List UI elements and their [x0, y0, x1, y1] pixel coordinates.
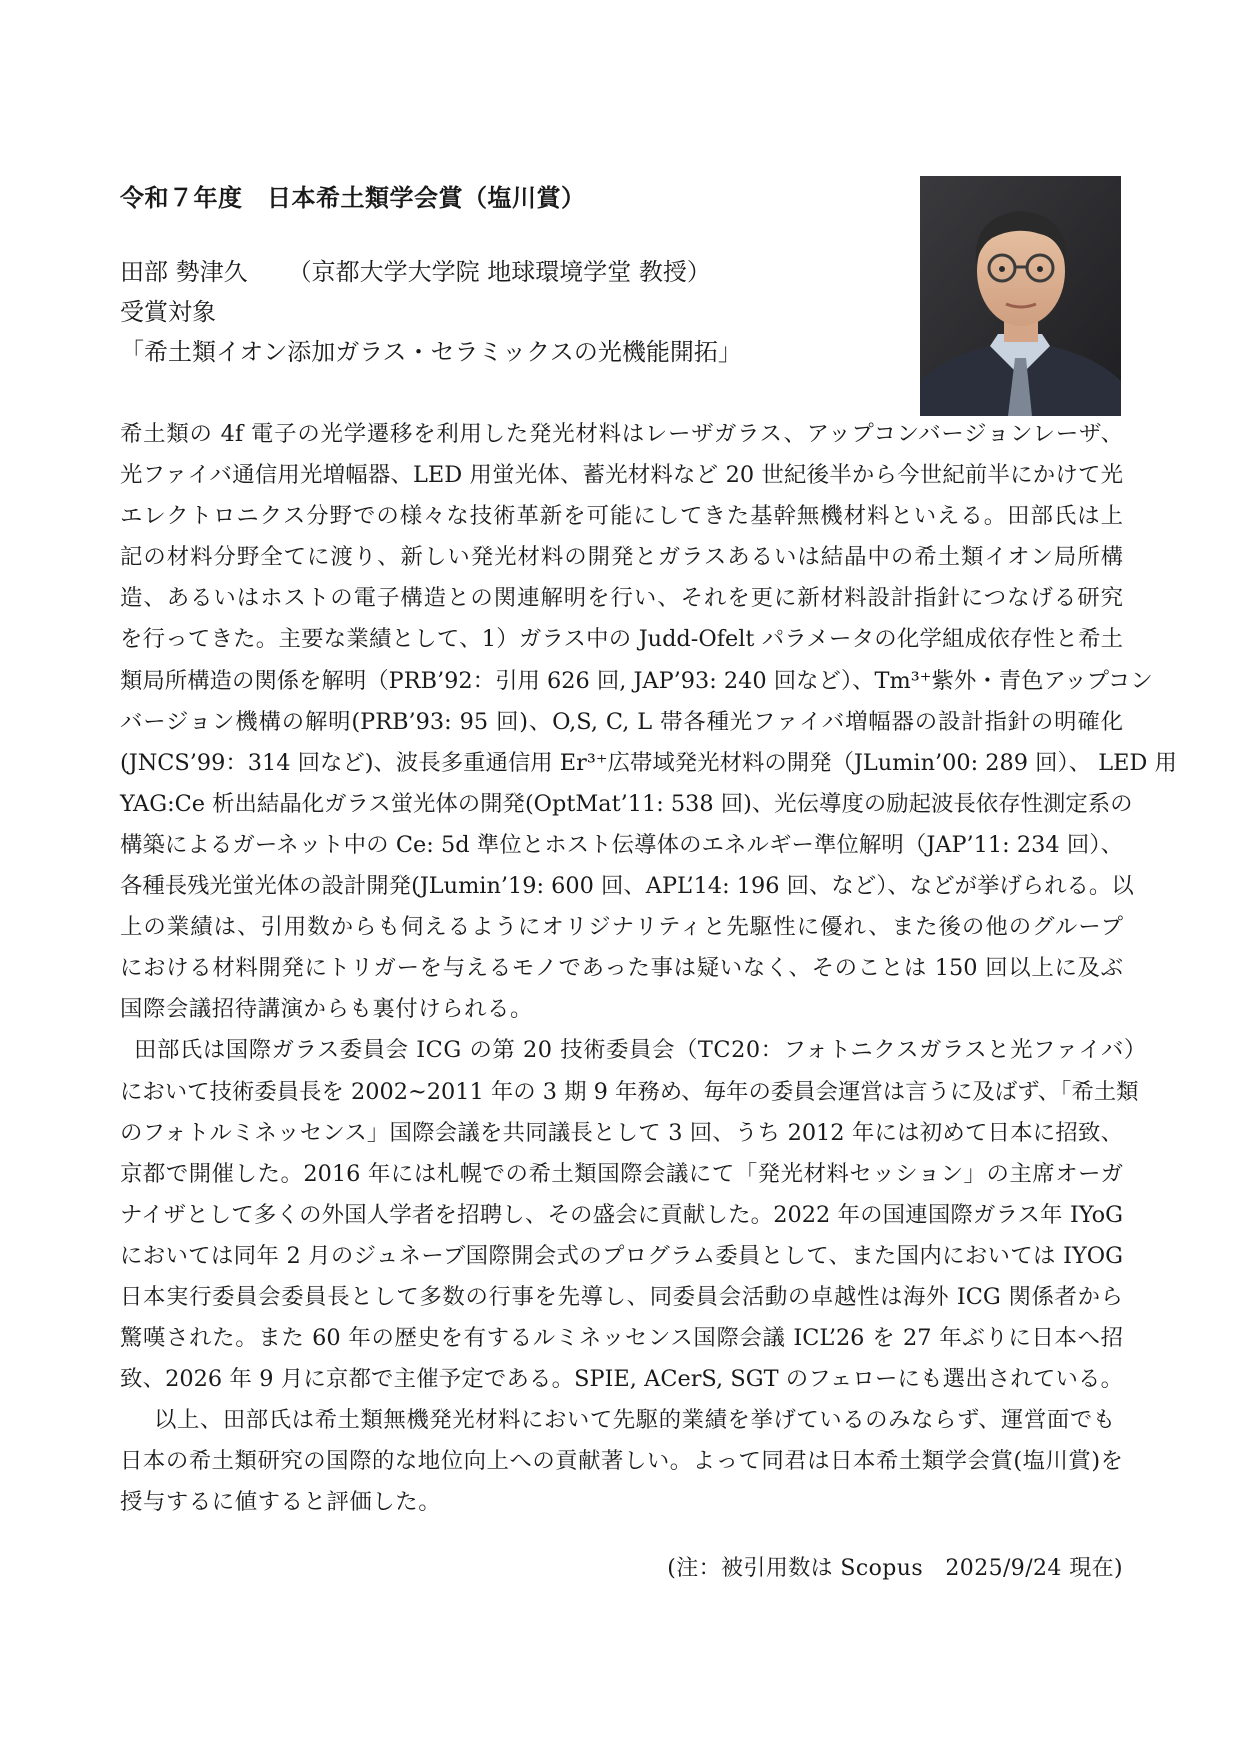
- award-title: 令和７年度 日本希土類学会賞（塩川賞）: [120, 184, 586, 212]
- body-line: 光ファイバ通信用光増幅器、LED 用蛍光体、蓄光材料など 20 世紀後半から今世紀前半にかけて光: [120, 462, 1123, 489]
- body-line: のフォトルミネッセンス」国際会議を共同議長として 3 回、うち 2012 年には初めて日本に招致、: [120, 1119, 1123, 1146]
- body-line: 授与するに値すると評価した。: [120, 1489, 442, 1516]
- body-line: 以上、田部氏は希土類無機発光材料において先駆的業績を挙げているのみならず、運営面でも: [154, 1407, 1116, 1434]
- award-body: [120, 414, 1177, 1524]
- body-line: 驚嘆された。また 60 年の歴史を有するルミネッセンス国際会議 ICL’26 を 27 年ぶりに日本へ招: [120, 1325, 1123, 1352]
- body-line: YAG:Ce 析出結晶化ガラス蛍光体の開発(OptMat’11: 538 回)、光伝導度の励起波長依存性測定系の: [120, 790, 1133, 817]
- body-line: 各種長残光蛍光体の設計開発(JLumin’19: 600 回、APL’14: 196 回、など）、などが挙げられる。以: [120, 873, 1134, 900]
- subject-label: 受賞対象: [120, 298, 216, 326]
- body-line: 希土類の 4f 電子の光学遷移を利用した発光材料はレーザガラス、アップコンバージョンレーザ、: [120, 421, 1123, 447]
- portrait-photo: [920, 176, 1121, 416]
- body-line: 類局所構造の関係を解明（PRB’92：引用 626 回, JAP’93: 240 回など）、Tm³⁺紫外・青色アップコン: [120, 667, 1153, 694]
- body-line: エレクトロニクス分野での様々な技術革新を可能にしてきた基幹無機材料といえる。田部氏は上: [120, 503, 1123, 530]
- body-line: においては同年 2 月のジュネーブ国際開会式のプログラム委員として、また国内においては IYOG: [120, 1242, 1123, 1269]
- body-line: バージョン機構の解明(PRB’93: 95 回)、O,S, C, L 帯各種光ファイバ増幅器の設計指針の明確化: [120, 708, 1123, 735]
- awardee-affiliation: （京都大学大学院 地球環境学堂 教授）: [287, 258, 711, 286]
- body-line: 記の材料分野全てに渡り、新しい発光材料の開発とガラスあるいは結晶中の希土類イオン局所構: [120, 544, 1123, 571]
- body-line: 京都で開催した。2016 年には札幌での希土類国際会議にて「発光材料セッション」の主席オーガ: [120, 1160, 1123, 1187]
- body-line: を行ってきた。主要な業績として、1）ガラス中の Judd-Ofelt パラメータの化学組成依存性と希土: [120, 626, 1123, 653]
- body-line: 造、あるいはホストの電子構造との関連解明を行い、それを更に新材料設計指針につなげる研究: [120, 585, 1123, 612]
- body-line: 致、2026 年 9 月に京都で主催予定である。SPIE, ACerS, SGT のフェローにも選出されている。: [120, 1366, 1123, 1393]
- body-line: 上の業績は、引用数からも伺えるようにオリジナリティと先駆性に優れ、また後の他のグループ: [120, 914, 1123, 941]
- body-line: 田部氏は国際ガラス委員会 ICG の第 20 技術委員会（TC20：フォトニクスガラスと光ファイバ）: [134, 1037, 1147, 1064]
- body-line: (JNCS’99：314 回など)、波長多重通信用 Er³⁺広帯域発光材料の開発（JLumin’00: 289 回）、 LED 用: [120, 749, 1177, 776]
- portrait-image: [920, 176, 1121, 416]
- body-line: 日本の希土類研究の国際的な地位向上への貢献著しい。よって同君は日本希土類学会賞(塩川賞)を: [120, 1448, 1123, 1475]
- award-subject: 「希土類イオン添加ガラス・セラミックスの光機能開拓」: [120, 338, 742, 366]
- citation-note: (注：被引用数は Scopus 2025/9/24 現在): [667, 1556, 1123, 1581]
- awardee-name: 田部 勢津久: [120, 258, 248, 286]
- body-line: ナイザとして多くの外国人学者を招聘し、その盛会に貢献した。2022 年の国連国際ガラス年 IYoG: [120, 1201, 1123, 1228]
- body-line: における材料開発にトリガーを与えるモノであった事は疑いなく、そのことは 150 回以上に及ぶ: [120, 955, 1123, 982]
- body-line: 構築によるガーネット中の Ce: 5d 準位とホスト伝導体のエネルギー準位解明（JAP’11: 234 回）、: [120, 831, 1123, 858]
- body-line: 国際会議招待講演からも裏付けられる。: [120, 996, 533, 1023]
- body-line: 日本実行委員会委員長として多数の行事を先導し、同委員会活動の卓越性は海外 ICG 関係者から: [120, 1283, 1123, 1310]
- awardee-header: [120, 252, 900, 372]
- awardee-name-line: [120, 252, 900, 292]
- body-line: において技術委員長を 2002~2011 年の 3 期 9 年務め、毎年の委員会運営は言うに及ばず、「希土類: [120, 1078, 1139, 1105]
